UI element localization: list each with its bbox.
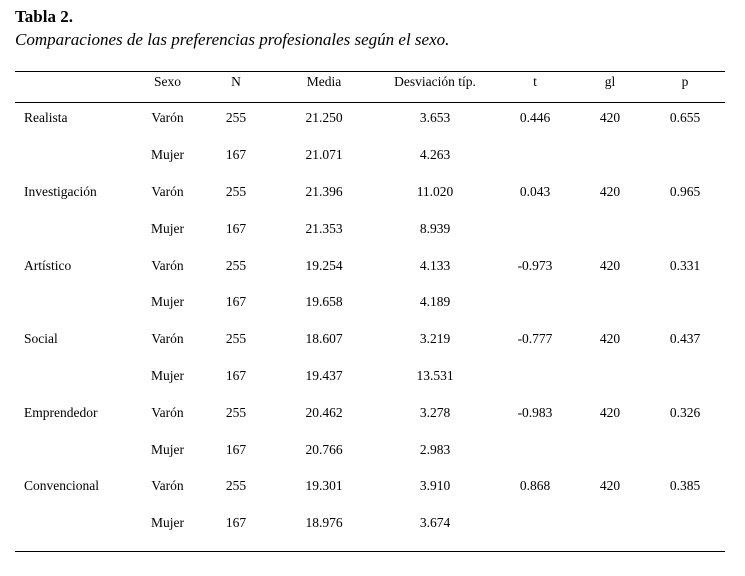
cell-sexo: Varón bbox=[151, 110, 184, 125]
cell-sexo: Mujer bbox=[151, 147, 184, 162]
cell-desviacion: 13.531 bbox=[416, 368, 454, 383]
cell-gl: 420 bbox=[599, 110, 621, 125]
header-rule bbox=[15, 102, 725, 103]
cell-sexo: Varón bbox=[151, 331, 184, 346]
cell-sexo: Mujer bbox=[151, 368, 184, 383]
header-media: Media bbox=[306, 74, 342, 89]
cell-sexo: Varón bbox=[151, 478, 184, 493]
cell-p: 0.437 bbox=[669, 331, 701, 346]
cell-p: 0.965 bbox=[669, 184, 701, 199]
cell-t: -0.973 bbox=[517, 258, 553, 273]
cell-media: 19.301 bbox=[305, 478, 343, 493]
table-title: Tabla 2. bbox=[15, 7, 73, 26]
table-subtitle: Comparaciones de las preferencias profesionales según el sexo. bbox=[15, 30, 450, 49]
cell-t: -0.777 bbox=[517, 331, 553, 346]
cell-n: 167 bbox=[225, 515, 247, 530]
cell-n: 255 bbox=[225, 110, 247, 125]
cell-desviacion: 8.939 bbox=[419, 221, 451, 236]
cell-t: 0.043 bbox=[519, 184, 551, 199]
header-t: t bbox=[533, 74, 537, 89]
cell-sexo: Mujer bbox=[151, 442, 184, 457]
cell-gl: 420 bbox=[599, 184, 621, 199]
cell-media: 20.766 bbox=[305, 442, 343, 457]
cell-desviacion: 3.219 bbox=[419, 331, 451, 346]
cell-desviacion: 2.983 bbox=[419, 442, 451, 457]
cell-sexo: Varón bbox=[151, 184, 184, 199]
scale-label: Convencional bbox=[24, 478, 99, 493]
cell-gl: 420 bbox=[599, 258, 621, 273]
cell-p: 0.331 bbox=[669, 258, 701, 273]
scale-label: Social bbox=[24, 331, 58, 346]
cell-n: 255 bbox=[225, 478, 247, 493]
cell-media: 21.071 bbox=[305, 147, 343, 162]
cell-t: -0.983 bbox=[517, 405, 553, 420]
cell-media: 19.658 bbox=[305, 294, 343, 309]
cell-n: 167 bbox=[225, 294, 247, 309]
cell-desviacion: 4.189 bbox=[419, 294, 451, 309]
cell-media: 21.353 bbox=[305, 221, 343, 236]
top-rule bbox=[15, 71, 725, 72]
cell-sexo: Mujer bbox=[151, 221, 184, 236]
cell-media: 18.976 bbox=[305, 515, 343, 530]
header-p: p bbox=[681, 74, 689, 89]
cell-n: 167 bbox=[225, 368, 247, 383]
header-gl: gl bbox=[604, 74, 616, 89]
cell-desviacion: 4.133 bbox=[419, 258, 451, 273]
cell-t: 0.446 bbox=[519, 110, 551, 125]
cell-media: 21.250 bbox=[305, 110, 343, 125]
cell-n: 255 bbox=[225, 184, 247, 199]
cell-p: 0.326 bbox=[669, 405, 701, 420]
cell-media: 19.254 bbox=[305, 258, 343, 273]
bottom-rule bbox=[15, 551, 725, 552]
cell-desviacion: 11.020 bbox=[416, 184, 454, 199]
cell-media: 21.396 bbox=[305, 184, 343, 199]
cell-desviacion: 3.278 bbox=[419, 405, 451, 420]
cell-media: 20.462 bbox=[305, 405, 343, 420]
cell-n: 167 bbox=[225, 442, 247, 457]
scale-label: Artístico bbox=[24, 258, 72, 273]
scale-label: Emprendedor bbox=[24, 405, 98, 420]
scale-label: Realista bbox=[24, 110, 68, 125]
cell-n: 255 bbox=[225, 258, 247, 273]
scale-label: Investigación bbox=[24, 184, 97, 199]
cell-desviacion: 3.653 bbox=[419, 110, 451, 125]
cell-gl: 420 bbox=[599, 405, 621, 420]
cell-desviacion: 3.674 bbox=[419, 515, 451, 530]
cell-gl: 420 bbox=[599, 331, 621, 346]
cell-t: 0.868 bbox=[519, 478, 551, 493]
cell-n: 255 bbox=[225, 405, 247, 420]
cell-n: 167 bbox=[225, 147, 247, 162]
header-sexo: Sexo bbox=[154, 74, 181, 89]
cell-desviacion: 4.263 bbox=[419, 147, 451, 162]
cell-sexo: Varón bbox=[151, 405, 184, 420]
cell-media: 19.437 bbox=[305, 368, 343, 383]
cell-sexo: Mujer bbox=[151, 515, 184, 530]
header-desviacion: Desviación típ. bbox=[394, 74, 476, 89]
cell-p: 0.655 bbox=[669, 110, 701, 125]
cell-n: 255 bbox=[225, 331, 247, 346]
cell-gl: 420 bbox=[599, 478, 621, 493]
cell-sexo: Varón bbox=[151, 258, 184, 273]
header-n: N bbox=[231, 74, 241, 89]
cell-sexo: Mujer bbox=[151, 294, 184, 309]
cell-desviacion: 3.910 bbox=[419, 478, 451, 493]
cell-p: 0.385 bbox=[669, 478, 701, 493]
cell-media: 18.607 bbox=[305, 331, 343, 346]
cell-n: 167 bbox=[225, 221, 247, 236]
